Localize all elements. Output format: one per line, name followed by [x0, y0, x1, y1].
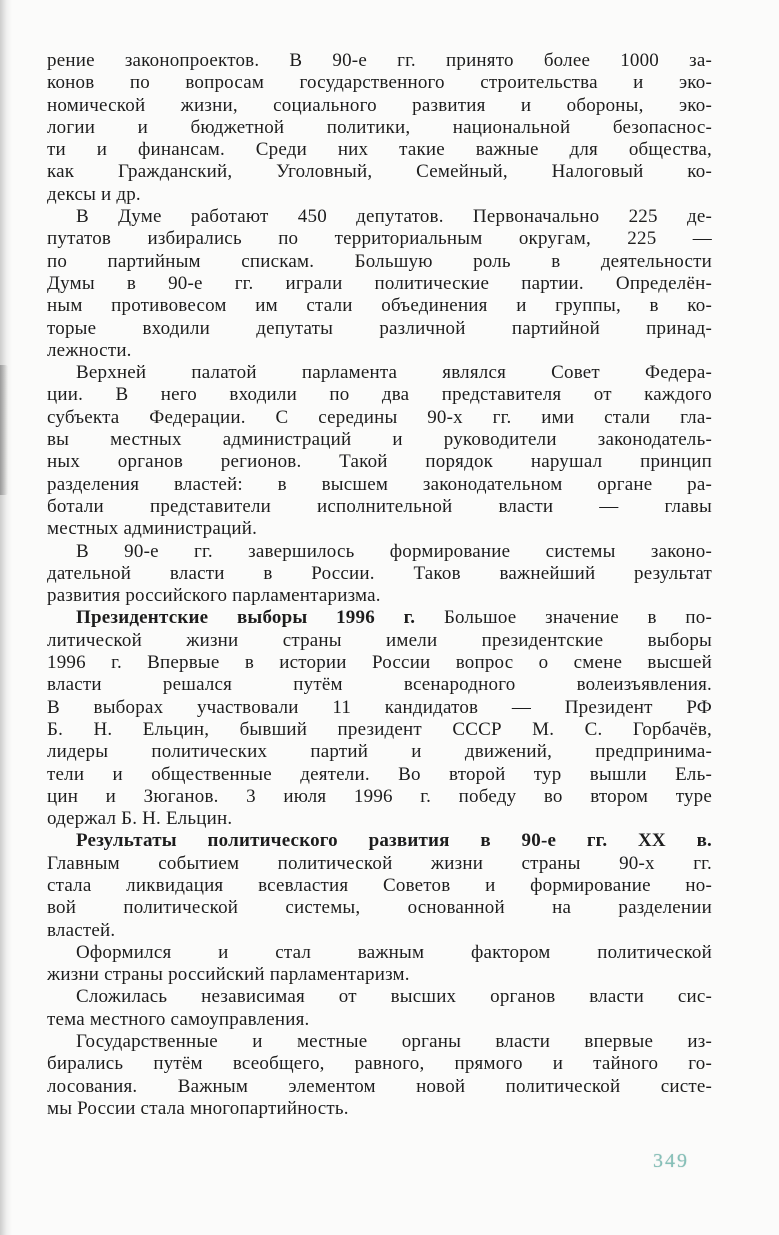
text-segment: Главным событием политической жизни страны 90-х гг.: [47, 852, 712, 874]
paragraph: [47, 362, 712, 540]
text-line: [47, 117, 712, 139]
text-segment: В 90-е гг. завершилось формирование системы законо-: [76, 540, 712, 562]
text-line: [47, 95, 712, 117]
text-line: [47, 920, 712, 942]
text-segment: лосования. Важным элементом новой политической систе-: [47, 1075, 712, 1097]
text-line: [47, 875, 712, 897]
paragraph: [47, 830, 712, 941]
paragraph: [47, 541, 712, 608]
text-line: [47, 251, 712, 273]
text-segment: ции. В него входили по два представителя от каждого: [47, 384, 712, 406]
text-segment: Государственные и местные органы власти впервые из-: [76, 1031, 712, 1053]
text-line: [47, 541, 712, 563]
text-segment: рение законопроектов. В 90-е гг. принято более 1000 за-: [47, 50, 712, 71]
text-segment: ных органов регионов. Такой порядок нарушал принцип: [47, 451, 712, 473]
text-segment: одержал Б. Н. Ельцин.: [47, 808, 233, 830]
text-line: [47, 964, 712, 986]
text-segment: жизни страны российский парламентаризм.: [47, 964, 410, 986]
text-line: [47, 1009, 712, 1031]
text-segment: лидеры политических партий и движений, предпринима-: [47, 741, 712, 763]
text-line: [47, 518, 712, 540]
text-line: [47, 986, 712, 1008]
text-segment: властей.: [47, 919, 116, 941]
page-number: 349: [653, 1150, 689, 1172]
text-segment: бирались путём всеобщего, равного, прямого и тайного го-: [47, 1053, 712, 1075]
text-segment: литической жизни страны имели президентские выборы: [47, 629, 712, 651]
text-line: [47, 674, 712, 696]
text-line: [47, 652, 712, 674]
text-segment: тели и общественные деятели. Во второй тур вышли Ель-: [47, 763, 712, 785]
text-segment: субъекта Федерации. С середины 90-х гг. ими стали гла-: [47, 406, 712, 428]
text-segment: Сложилась независимая от высших органов власти сис-: [76, 986, 712, 1008]
text-segment: Думы в 90-е гг. играли политические партии. Определён-: [47, 272, 712, 294]
text-segment: вой политической системы, основанной на разделении: [47, 897, 712, 919]
text-line: [47, 1076, 712, 1098]
text-segment: ти и финансам. Среди них такие важные для общества,: [47, 139, 712, 161]
text-segment: путатов избирались по территориальным округам, 225 —: [47, 228, 712, 250]
text-segment: лежности.: [47, 339, 132, 361]
text-segment: цин и Зюганов. 3 июля 1996 г. победу во втором туре: [47, 785, 712, 807]
text-segment: конов по вопросам государственного строительства и эко-: [47, 72, 712, 94]
text-line: [47, 808, 712, 830]
text-line: [47, 853, 712, 875]
text-segment: номической жизни, социального развития и обороны, эко-: [47, 94, 712, 116]
text-line: [47, 897, 712, 919]
text-segment: 1996 г. Впервые в истории России вопрос о смене высшей: [47, 652, 712, 674]
text-line: [47, 72, 712, 94]
text-segment: ботали представители исполнительной власти — главы: [47, 495, 712, 517]
text-line: [47, 384, 712, 406]
text-line: [47, 139, 712, 161]
scan-edge-blotch: [0, 365, 9, 495]
text-line: [47, 942, 712, 964]
paragraph: [47, 206, 712, 362]
paragraph: [47, 942, 712, 987]
text-segment: вы местных администраций и руководители законодатель-: [47, 429, 712, 451]
text-line: [47, 451, 712, 473]
scan-edge-shadow: [0, 0, 12, 1235]
text-line: [47, 764, 712, 786]
text-line: [47, 786, 712, 808]
text-line: [47, 273, 712, 295]
text-line: [47, 496, 712, 518]
text-segment: разделения властей: в высшем законодательном органе ра-: [47, 473, 712, 495]
run-in-heading: Президентские выборы 1996 г.: [76, 607, 416, 629]
text-segment: В Думе работают 450 депутатов. Первоначально 225 де-: [76, 206, 712, 228]
text-segment: Большое значение в по-: [415, 607, 712, 629]
text-line: [47, 362, 712, 384]
text-segment: по партийным спискам. Большую роль в деятельности: [47, 250, 712, 272]
text-segment: власти решался путём всенародного волеизъявления.: [47, 674, 712, 696]
text-segment: стала ликвидация всевластия Советов и формирование но-: [47, 874, 712, 896]
text-segment: тема местного самоуправления.: [47, 1008, 310, 1030]
text-segment: ным противовесом им стали объединения и группы, в ко-: [47, 295, 712, 317]
text-line: [47, 1031, 712, 1053]
run-in-heading: Результаты политического развития в 90-е гг. XX в.: [76, 830, 712, 852]
text-segment: как Гражданский, Уголовный, Семейный, Налоговый ко-: [47, 161, 712, 183]
text-line: [47, 830, 712, 852]
text-line: [47, 1053, 712, 1075]
text-line: [47, 50, 712, 72]
text-segment: В выборах участвовали 11 кандидатов — Президент РФ: [47, 696, 712, 718]
text-line: [47, 407, 712, 429]
text-line: [47, 295, 712, 317]
text-line: [47, 184, 712, 206]
text-segment: Верхней палатой парламента являлся Совет Федера-: [76, 362, 712, 384]
text-line: [47, 719, 712, 741]
text-line: [47, 228, 712, 250]
paragraph: [47, 607, 712, 830]
body-text: [47, 50, 712, 1120]
text-line: [47, 630, 712, 652]
text-segment: логии и бюджетной политики, национальной безопаснос-: [47, 116, 712, 138]
text-segment: местных администраций.: [47, 518, 258, 540]
text-line: [47, 161, 712, 183]
paragraph: [47, 50, 712, 206]
text-line: [47, 1098, 712, 1120]
text-line: [47, 340, 712, 362]
text-segment: Б. Н. Ельцин, бывший президент СССР М. С. Горбачёв,: [47, 718, 712, 740]
text-line: [47, 697, 712, 719]
text-segment: развития российского парламентаризма.: [47, 585, 381, 607]
text-segment: торые входили депутаты различной партийной принад-: [47, 317, 712, 339]
text-segment: дексы и др.: [47, 183, 141, 205]
paragraph: [47, 986, 712, 1031]
text-segment: Оформился и стал важным фактором политической: [76, 941, 712, 963]
text-line: [47, 474, 712, 496]
text-line: [47, 607, 712, 629]
text-segment: дательной власти в России. Таков важнейший результат: [47, 562, 712, 584]
text-line: [47, 585, 712, 607]
text-line: [47, 429, 712, 451]
paragraph: [47, 1031, 712, 1120]
text-line: [47, 318, 712, 340]
text-segment: мы России стала многопартийность.: [47, 1097, 349, 1119]
text-line: [47, 741, 712, 763]
text-line: [47, 206, 712, 228]
text-line: [47, 563, 712, 585]
